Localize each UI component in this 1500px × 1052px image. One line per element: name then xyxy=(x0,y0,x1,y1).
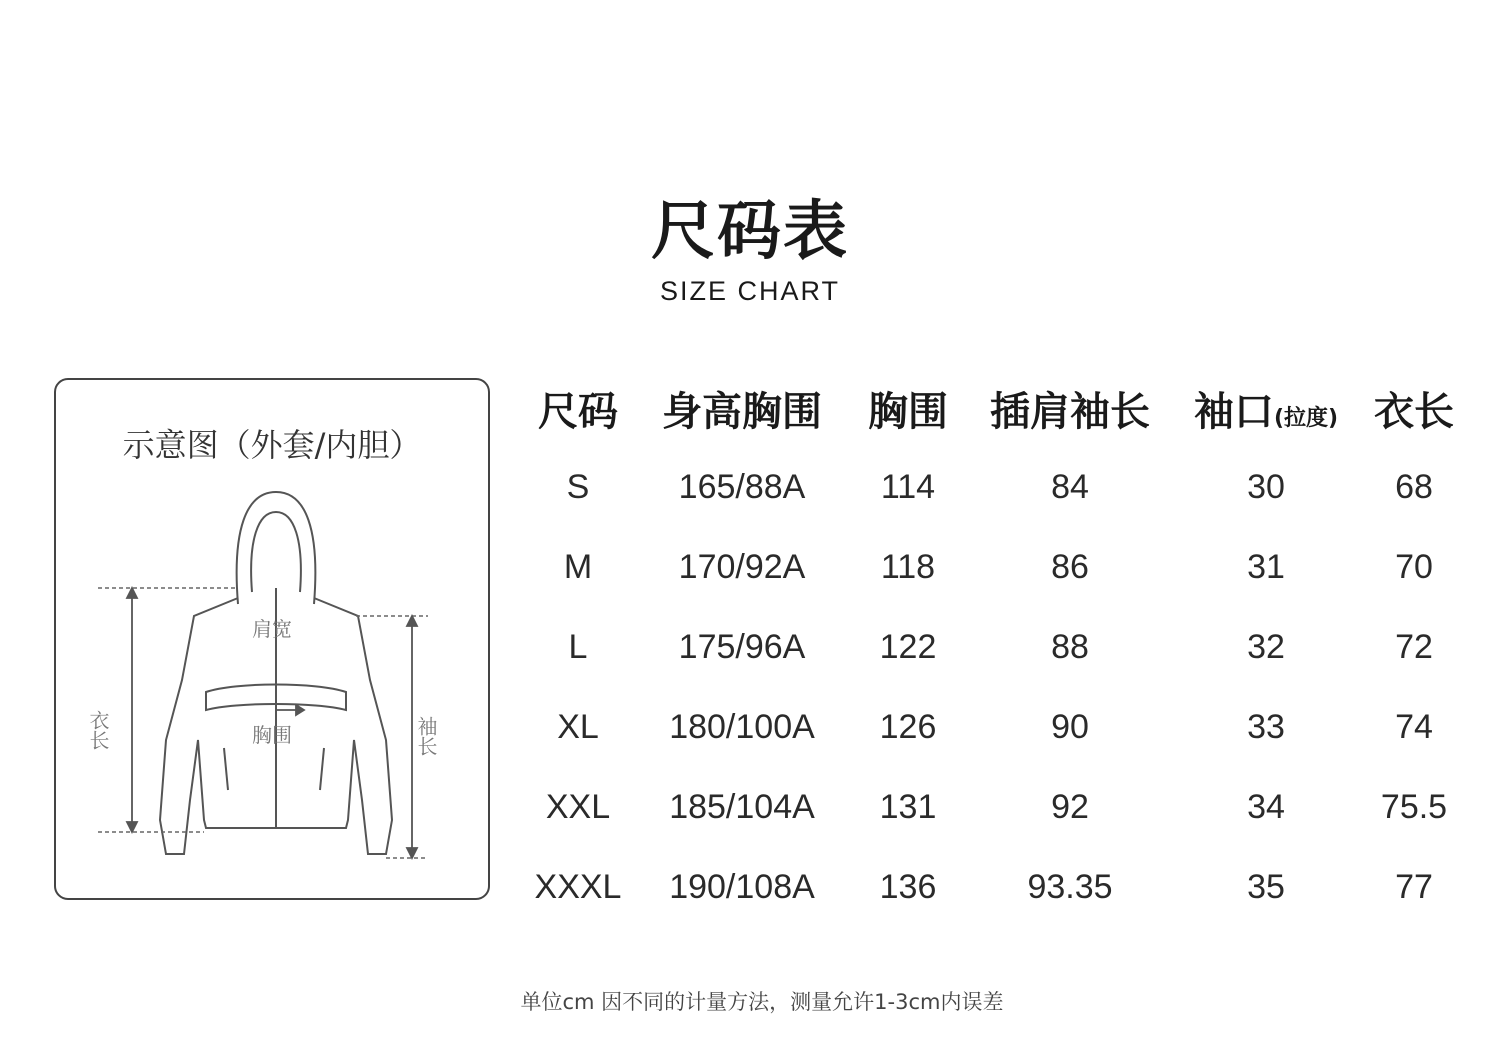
cell-size: XXXL xyxy=(534,868,622,906)
header-length: 衣长 xyxy=(1374,389,1454,435)
cell-length: 75.5 xyxy=(1380,788,1448,826)
hood-outline xyxy=(237,492,316,604)
shoulder-label: 肩宽 xyxy=(252,617,292,641)
table-row xyxy=(530,628,1480,688)
cell-sleeve-length: 92 xyxy=(1051,788,1089,826)
cell-sleeve-length: 90 xyxy=(1051,708,1089,746)
cell-sleeve-length: 86 xyxy=(1051,548,1089,586)
cell-length: 70 xyxy=(1395,548,1433,586)
header-cuff-label: 袖口 xyxy=(1193,389,1274,435)
table-row xyxy=(530,788,1480,848)
left-pocket xyxy=(224,748,228,790)
cell-size: XXL xyxy=(545,788,611,826)
cell-length: 77 xyxy=(1395,868,1433,906)
length-label: 衣长 xyxy=(86,710,110,750)
cell-cuff: 35 xyxy=(1247,868,1285,906)
cell-height-chest: 180/100A xyxy=(669,708,815,746)
jacket-diagram-panel xyxy=(54,378,490,900)
page-subtitle: SIZE CHART xyxy=(659,276,841,306)
cell-cuff: 30 xyxy=(1247,468,1285,506)
cell-height-chest: 190/108A xyxy=(669,868,815,906)
cell-cuff: 34 xyxy=(1247,788,1285,826)
table-row xyxy=(530,548,1480,608)
table-row xyxy=(530,708,1480,768)
sleeve-label: 袖长 xyxy=(414,716,438,756)
cell-cuff: 31 xyxy=(1247,548,1285,586)
header-size: 尺码 xyxy=(538,389,618,435)
cell-chest: 131 xyxy=(879,788,937,826)
table-row xyxy=(530,868,1480,928)
cell-sleeve-length: 93.35 xyxy=(1027,868,1113,906)
cell-height-chest: 175/96A xyxy=(678,628,806,666)
cell-length: 72 xyxy=(1395,628,1433,666)
cell-length: 68 xyxy=(1395,468,1433,506)
cell-chest: 118 xyxy=(880,548,936,586)
diagram-label: 示意图（外套/内胆） xyxy=(122,426,422,464)
cell-length: 74 xyxy=(1395,708,1433,746)
cell-chest: 126 xyxy=(879,708,937,746)
cell-sleeve-length: 84 xyxy=(1051,468,1089,506)
header-height-chest: 身高胸围 xyxy=(662,389,822,435)
jacket-illustration xyxy=(56,380,492,902)
cell-chest: 122 xyxy=(879,628,937,666)
chest-label: 胸围 xyxy=(252,723,292,747)
cell-height-chest: 165/88A xyxy=(678,468,806,506)
cell-size: XL xyxy=(557,708,599,746)
cell-height-chest: 185/104A xyxy=(669,788,815,826)
cell-size: M xyxy=(563,548,593,586)
header-sleeve-length: 插肩袖长 xyxy=(990,389,1150,435)
table-header-row xyxy=(530,380,1480,440)
measurement-footnote: 单位cm 因不同的计量方法，测量允许1-3cm内误差 xyxy=(520,990,1004,1014)
cell-cuff: 33 xyxy=(1247,708,1285,746)
header-cuff xyxy=(1180,380,1352,437)
cell-chest: 114 xyxy=(880,468,936,506)
header-chest: 胸围 xyxy=(868,389,948,435)
header-cuff-note: (拉度) xyxy=(1273,406,1339,431)
table-row xyxy=(530,468,1480,528)
page-title: 尺码表 xyxy=(651,195,849,269)
hood-inner xyxy=(251,512,301,592)
right-pocket xyxy=(320,748,324,790)
cell-size: S xyxy=(566,468,590,506)
cell-cuff: 32 xyxy=(1247,628,1285,666)
cell-size: L xyxy=(568,628,588,666)
cell-chest: 136 xyxy=(879,868,937,906)
cell-height-chest: 170/92A xyxy=(678,548,806,586)
cell-sleeve-length: 88 xyxy=(1051,628,1089,666)
